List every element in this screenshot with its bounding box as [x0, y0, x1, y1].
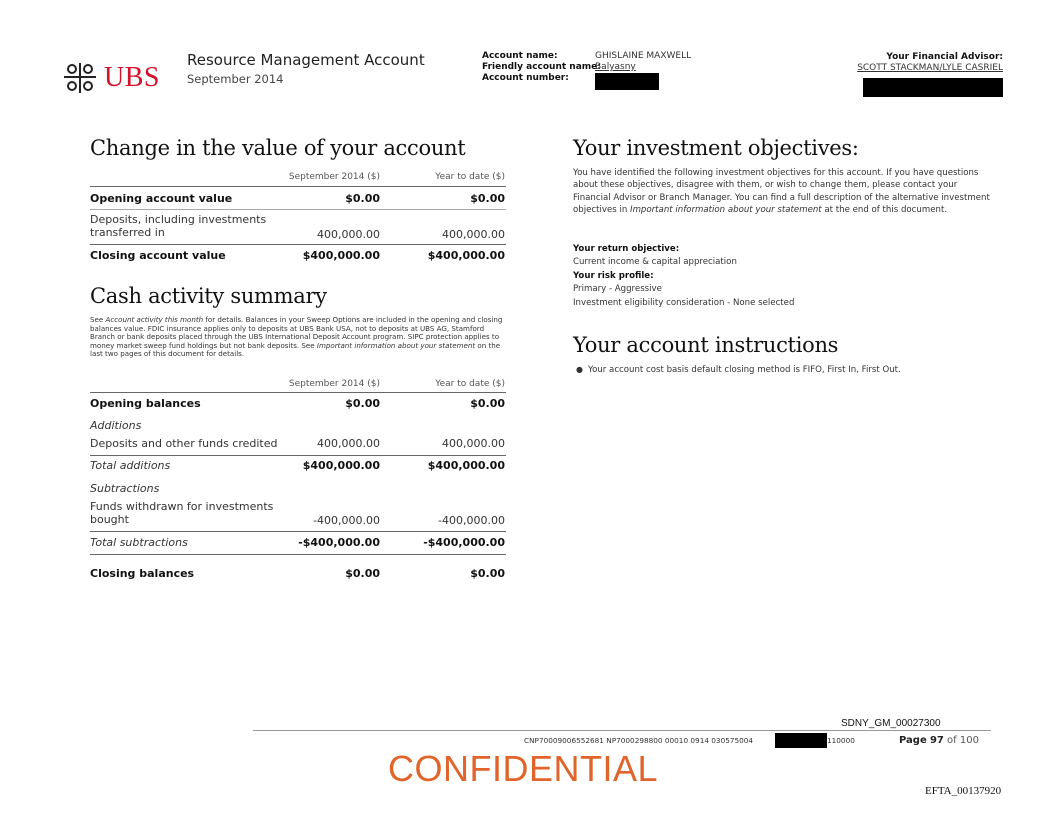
risk-profile-label: Your risk profile:: [573, 271, 654, 281]
table-subheader: [90, 482, 506, 498]
instruction-text: Your account cost basis default closing method is FIFO, First In, First Out.: [587, 365, 901, 375]
row-label: Total additions: [90, 459, 171, 472]
table-row: [90, 213, 506, 243]
row-value-month: -400,000.00: [313, 514, 380, 527]
footer-divider: [253, 730, 991, 731]
confidential-stamp: CONFIDENTIAL: [388, 748, 659, 789]
friendly-name-label: Friendly account name:: [482, 62, 601, 72]
objectives-intro: [573, 167, 991, 217]
divider: [90, 209, 506, 210]
intro-text: You have identified the following investment objectives for this account. If you have questions about these objectives, disagree with them, or wish to change them, please contact your Financial Advisor or Branch Manager. You can find a full description of the alternative investment objectives in: [573, 168, 990, 216]
divider: [90, 554, 506, 555]
table-row: [90, 536, 506, 552]
page-of: of: [947, 735, 957, 746]
page-label: Page: [899, 735, 927, 746]
return-objective-value: Current income & capital appreciation: [573, 257, 737, 267]
note-text: See: [90, 315, 106, 324]
row-value-ytd: $0.00: [470, 567, 505, 580]
ubs-logo: [60, 60, 170, 96]
divider: [90, 531, 506, 532]
advisor-label: Your Financial Advisor:: [886, 52, 1003, 62]
row-value-ytd: -$400,000.00: [423, 536, 505, 549]
note-text: for details. Balances in your Sweep Options are included in the opening and closing balances value. FDIC insurance applies only to deposits at UBS Bank USA, not to deposits at UBS AG, Stamford Branch or bank deposits placed through the UBS International Deposit Account program. SIPC protection applies to money market sweep fund holdings but not bank deposits. See: [90, 315, 503, 350]
bullet-icon: ●: [576, 365, 583, 374]
redaction-box: [863, 78, 1003, 97]
page-current: 97: [929, 735, 944, 746]
table-row: [90, 249, 506, 265]
instructions-title: Your account instructions: [573, 333, 839, 357]
note-link[interactable]: Important information about your statement: [316, 340, 476, 350]
row-value-month: $0.00: [345, 192, 380, 205]
table-row: [90, 500, 506, 530]
risk-profile-value: Primary - Aggressive: [573, 284, 662, 294]
cash-activity-note: [90, 316, 510, 359]
table-row: [90, 397, 506, 413]
row-label: Funds withdrawn for investments bought: [90, 500, 274, 526]
row-value-month: -$400,000.00: [298, 536, 380, 549]
advisor-names: SCOTT STACKMAN/LYLE CASRIEL: [857, 63, 1003, 73]
account-name-label: Account name:: [482, 51, 558, 61]
efta-number: EFTA_00137920: [925, 785, 1002, 797]
divider: [90, 455, 506, 456]
document-title: Resource Management Account: [187, 51, 425, 69]
row-value-month: $0.00: [345, 397, 380, 410]
row-label: Deposits, including investments transferred in: [90, 213, 267, 239]
col-header-month: September 2014 ($): [288, 379, 380, 389]
row-value-ytd: $0.00: [470, 397, 505, 410]
cash-activity-title: Cash activity summary: [90, 284, 327, 308]
row-label: Total subtractions: [90, 536, 188, 549]
col-header-ytd: Year to date ($): [435, 172, 505, 182]
divider: [90, 186, 506, 187]
row-value-ytd: $400,000.00: [427, 249, 505, 262]
row-label: Opening account value: [90, 192, 233, 205]
row-label: Deposits and other funds credited: [90, 437, 278, 450]
row-value-ytd: $400,000.00: [427, 459, 505, 472]
account-info: [482, 51, 732, 91]
eligibility-text: Investment eligibility consideration - None selected: [573, 298, 795, 308]
table-row: [90, 567, 506, 583]
row-value-month: $0.00: [345, 567, 380, 580]
subtractions-header: Subtractions: [90, 482, 160, 495]
intro-text: at the end of this document.: [821, 205, 948, 216]
ubs-logo-text: UBS: [104, 62, 160, 93]
row-value-ytd: -400,000.00: [438, 514, 505, 527]
page-total: 100: [959, 735, 979, 746]
financial-advisor-info: [763, 52, 1003, 102]
additions-header: Additions: [90, 419, 142, 432]
row-label: Opening balances: [90, 397, 201, 410]
table-subheader: [90, 419, 506, 435]
instruction-item: [576, 364, 901, 376]
bates-number: SDNY_GM_00027300: [841, 718, 941, 729]
page-number: [899, 735, 979, 746]
account-number-label: Account number:: [482, 73, 569, 83]
table-row: [90, 459, 506, 475]
account-name: GHISLAINE MAXWELL: [595, 51, 692, 61]
row-value-month: 400,000.00: [317, 228, 380, 241]
statement-period: September 2014: [187, 72, 284, 86]
row-label: Closing balances: [90, 567, 195, 580]
note-link[interactable]: Account activity this month: [105, 315, 204, 324]
note-text: on the last two pages of this document for details.: [90, 340, 501, 359]
divider: [90, 244, 506, 245]
col-header-ytd: Year to date ($): [435, 379, 505, 389]
objectives-title: Your investment objectives:: [573, 136, 859, 160]
redaction-box: [775, 733, 827, 748]
intro-link[interactable]: Important information about your statement: [630, 205, 822, 216]
divider: [90, 392, 506, 393]
redaction-box: [595, 73, 659, 90]
table-row: [90, 437, 506, 453]
friendly-name: Balyasny: [595, 62, 636, 72]
change-value-title: Change in the value of your account: [90, 136, 466, 160]
row-value-month: 400,000.00: [317, 437, 380, 450]
row-label: Closing account value: [90, 249, 226, 262]
ubs-keys-icon: [60, 60, 100, 96]
row-value-month: $400,000.00: [302, 249, 380, 262]
return-objective-label: Your return objective:: [573, 244, 680, 254]
row-value-month: $400,000.00: [302, 459, 380, 472]
row-value-ytd: $0.00: [470, 192, 505, 205]
row-value-ytd: 400,000.00: [442, 228, 505, 241]
table-row: [90, 192, 506, 208]
row-value-ytd: 400,000.00: [442, 437, 505, 450]
col-header-month: September 2014 ($): [288, 172, 380, 182]
barcode-tail: 110000: [827, 736, 855, 745]
barcode-text: CNP70009006552681 NP7000298800 00010 0914 030575004: [524, 736, 754, 745]
